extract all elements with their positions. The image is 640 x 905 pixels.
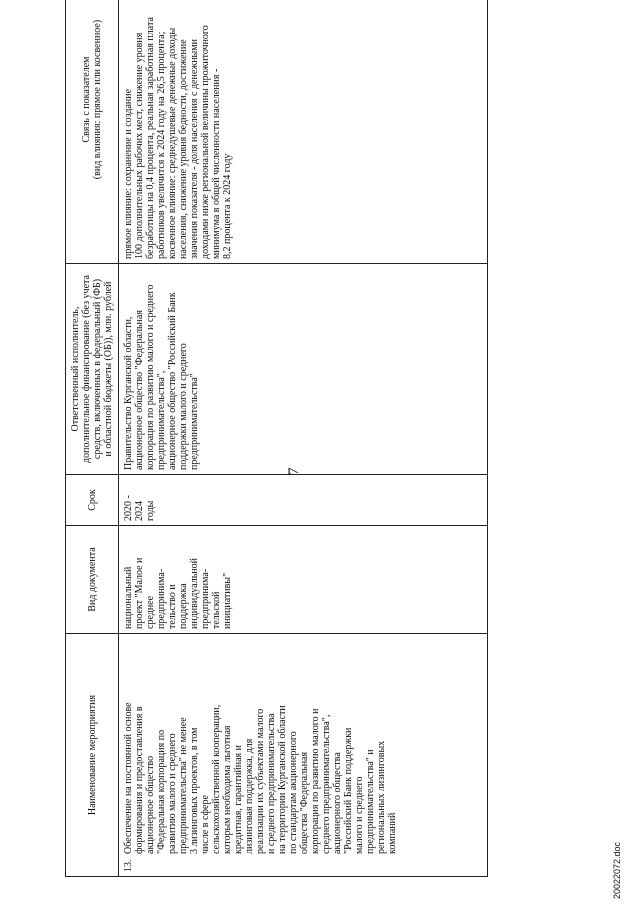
header-document-type: Вид документа (66, 526, 119, 634)
measure-name-text: Обеспечение на постоянной основе формирования и предоставления в акционерное общество "Федеральная корпорация по развитию малого и среднего предпринимательства" не менее 3 лизинговых проектов, в том числе в сфере сельскохозяйственной кооперации, которым необходима льготная кредитная, гарантийная и лизинговая поддержка, для реализации их субъектами малого и среднего предпринимательства на территории Курганской области по стандартам акционерного общества "Федеральная корпорация по развитию малого и среднего предпринимательства", акционерного общества "Российский Банк поддержки малого и среднего предпринимательства" и региональных лизинговых компаний (123, 702, 398, 854)
page-number: 7 (286, 467, 302, 475)
header-term: Срок (66, 475, 119, 526)
cell-indicator-link: прямое влияние: сохранение и создание 100 дополнительных рабочих мест, снижение уровня безработицы на 0,4 процента, реальная заработная плата работников увеличится к 2024 году на 26,5 процента; косвенное влияние: среднедушевые денежные доходы населения, снижение уровня бедности, достижение значения показателя - доля населения с денежными доходами ниже региональной величины прожиточного минимума в общей численности населения - 8,2 процента к 2024 году (119, 0, 488, 264)
row-number: 13. (123, 859, 134, 872)
header-indicator-link: Связь с показателем (вид влияния: прямое или косвенное) (66, 0, 119, 264)
table-row (119, 0, 488, 877)
header-measure-name: Наименование мероприятия (66, 634, 119, 877)
cell-document-type: национальный проект "Малое и среднее предпринима- тельство и поддержка индивидуальной предпринима- тельской инициативы" (119, 526, 488, 634)
header-executor: Ответственный исполнитель, дополнительное финансирование (без учета средств, включенных в федеральный (ФБ) и областной бюджеты (ОБ)), млн. рублей (66, 264, 119, 475)
document-id: 20022072.doc (612, 841, 622, 899)
table-header-row (66, 0, 119, 877)
measures-table (65, 0, 488, 877)
cell-executor: Правительство Курганской области, акционерное общество "Федеральная корпорация по развитию малого и среднего предпринимательства", акционерное общество "Российский Банк поддержки малого и среднего предпринимательства" (119, 264, 488, 475)
cell-term: 2020 - 2024 годы (119, 475, 488, 526)
cell-measure-name (119, 634, 488, 877)
